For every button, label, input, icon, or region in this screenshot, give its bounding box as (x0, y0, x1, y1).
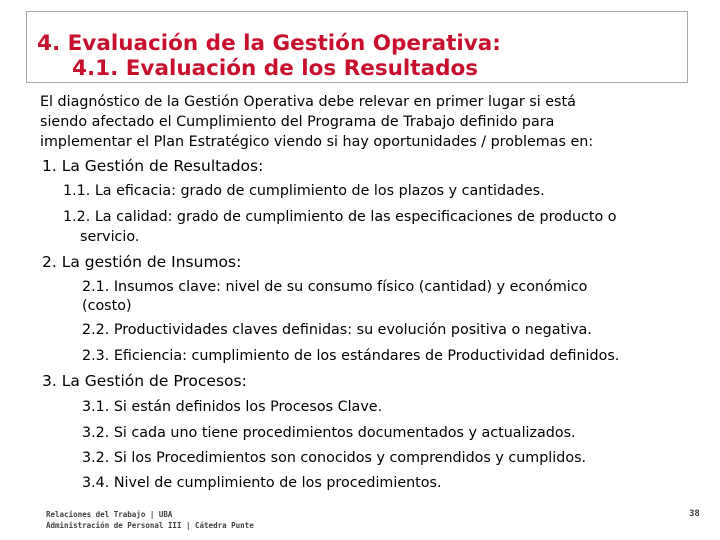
list-item: 3.4. Nivel de cumplimiento de los procedimientos. (82, 475, 442, 491)
section-heading: 2. La gestión de Insumos: (42, 253, 242, 271)
list-item-continuation: (costo) (82, 298, 132, 314)
page-number: 38 (689, 509, 700, 519)
intro-line: siendo afectado el Cumplimiento del Programa de Trabajo definido para (40, 114, 555, 130)
list-item: 3.2. Si los Procedimientos son conocidos y comprendidos y cumplidos. (82, 450, 587, 466)
section-heading: 3. La Gestión de Procesos: (42, 372, 247, 390)
list-item: 2.2. Productividades claves definidas: su evolución positiva o negativa. (82, 322, 592, 338)
list-item-continuation: servicio. (80, 229, 140, 245)
footer-line: Relaciones del Trabajo | UBA (46, 510, 173, 519)
list-item: 3.2. Si cada uno tiene procedimientos documentados y actualizados. (82, 425, 576, 441)
slide-title: 4. Evaluación de la Gestión Operativa: (37, 31, 501, 56)
list-item: 2.3. Eficiencia: cumplimiento de los estándares de Productividad definidos. (82, 348, 620, 364)
slide-subtitle: 4.1. Evaluación de los Resultados (72, 56, 479, 81)
intro-line: implementar el Plan Estratégico viendo si hay oportunidades / problemas en: (40, 134, 594, 150)
section-heading: 1. La Gestión de Resultados: (42, 157, 264, 175)
list-item: 1.2. La calidad: grado de cumplimiento de las especificaciones de producto o (63, 209, 617, 225)
intro-line: El diagnóstico de la Gestión Operativa debe relevar en primer lugar si está (40, 94, 576, 110)
list-item: 3.1. Si están definidos los Procesos Clave. (82, 399, 383, 415)
footer (46, 509, 254, 531)
title-box (26, 11, 688, 83)
footer-line: Administración de Personal III | Cátedra Punte (46, 521, 254, 530)
list-item: 1.1. La eficacia: grado de cumplimiento de los plazos y cantidades. (63, 183, 545, 199)
list-item: 2.1. Insumos clave: nivel de su consumo físico (cantidad) y económico (82, 279, 588, 295)
